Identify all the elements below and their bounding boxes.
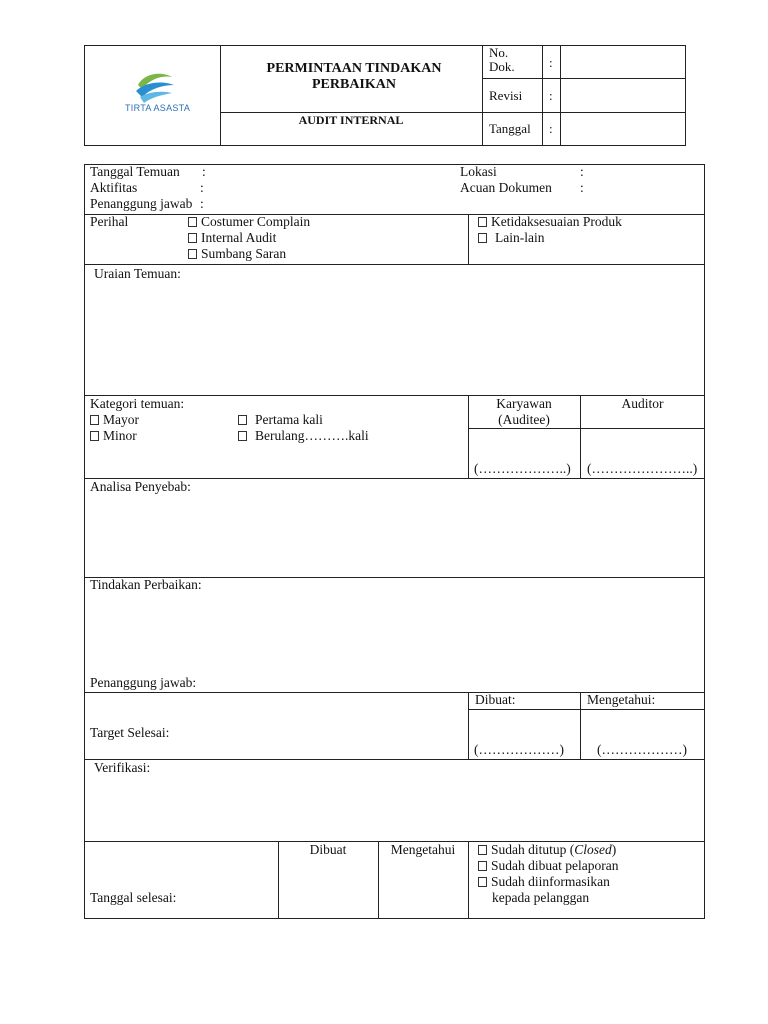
- kategori-temuan-label: Kategori temuan:: [90, 396, 185, 411]
- checkbox-icon[interactable]: [188, 233, 197, 243]
- tanggal-selesai-label: Tanggal selesai:: [90, 890, 177, 905]
- tindakan-penanggung-jawab-label: Penanggung jawab:: [90, 675, 197, 690]
- acuan-dokumen-colon: :: [580, 180, 584, 195]
- perihal-option-costumer-complain[interactable]: Costumer Complain: [188, 214, 310, 230]
- checkbox-icon[interactable]: [478, 845, 487, 855]
- perihal-option-sumbang-saran[interactable]: Sumbang Saran: [188, 246, 286, 262]
- tanggal-colon: :: [549, 121, 553, 136]
- penanggung-jawab-label: Penanggung jawab: [90, 196, 193, 211]
- status-diinformasikan-cont: kepada pelanggan: [492, 890, 590, 905]
- auditee-signature: (………………..): [474, 461, 571, 476]
- no-dok-colon: :: [549, 55, 553, 70]
- perihal-option-lain-lain[interactable]: Lain-lain: [478, 230, 544, 246]
- logo-text: TIRTA ASASTA: [125, 103, 191, 113]
- mengetahui-signature: (………………): [597, 742, 687, 757]
- perihal-option-ketidaksesuaian-produk[interactable]: Ketidaksesuaian Produk: [478, 214, 622, 230]
- status-diinformasikan[interactable]: Sudah diinformasikan: [478, 874, 610, 890]
- kategori-option-berulang[interactable]: Berulang……….kali: [238, 428, 369, 444]
- page-title: PERMINTAAN TINDAKAN PERBAIKAN: [266, 61, 442, 92]
- checkbox-icon[interactable]: [90, 415, 99, 425]
- checkbox-icon[interactable]: [478, 217, 487, 227]
- auditor-signature: (…………………..): [587, 461, 698, 476]
- no-dok-label: No. Dok.: [489, 45, 515, 74]
- kategori-option-pertama[interactable]: Pertama kali: [238, 412, 323, 428]
- uraian-temuan-label: Uraian Temuan:: [94, 266, 181, 281]
- kategori-option-minor[interactable]: Minor: [90, 428, 137, 444]
- analisa-penyebab-label: Analisa Penyebab:: [90, 479, 191, 494]
- aktifitas-colon: :: [200, 180, 204, 195]
- checkbox-icon[interactable]: [478, 877, 487, 887]
- verifikasi-label: Verifikasi:: [94, 760, 151, 775]
- acuan-dokumen-label: Acuan Dokumen: [460, 180, 552, 195]
- checkbox-icon[interactable]: [188, 217, 197, 227]
- auditor-label: Auditor: [621, 396, 664, 411]
- dibuat-label: Dibuat:: [475, 692, 516, 707]
- mengetahui-label: Mengetahui:: [587, 692, 656, 707]
- closing-mengetahui-label: Mengetahui: [390, 842, 456, 857]
- form-table: [84, 164, 705, 919]
- status-closed[interactable]: Sudah ditutup (Closed): [478, 842, 616, 858]
- header-table: [84, 45, 686, 146]
- kategori-option-mayor[interactable]: Mayor: [90, 412, 139, 428]
- lokasi-label: Lokasi: [460, 164, 497, 179]
- tanggal-label: Tanggal: [489, 121, 531, 136]
- checkbox-icon[interactable]: [238, 431, 247, 441]
- page-subtitle: AUDIT INTERNAL: [298, 113, 404, 127]
- lokasi-colon: :: [580, 164, 584, 179]
- auditee-label: (Auditee): [498, 412, 550, 427]
- checkbox-icon[interactable]: [478, 861, 487, 871]
- wave-logo-icon: [112, 67, 192, 105]
- karyawan-label: Karyawan: [496, 396, 552, 411]
- perihal-label: Perihal: [90, 214, 129, 229]
- company-logo: [112, 67, 192, 117]
- tindakan-perbaikan-label: Tindakan Perbaikan:: [90, 577, 202, 592]
- aktifitas-label: Aktifitas: [90, 180, 138, 195]
- checkbox-icon[interactable]: [188, 249, 197, 259]
- tanggal-temuan-colon: :: [202, 164, 206, 179]
- status-pelaporan[interactable]: Sudah dibuat pelaporan: [478, 858, 618, 874]
- revisi-label: Revisi: [489, 88, 523, 103]
- checkbox-icon[interactable]: [478, 233, 487, 243]
- closing-dibuat-label: Dibuat: [309, 842, 347, 857]
- dibuat-signature: (………………): [474, 742, 564, 757]
- revisi-colon: :: [549, 88, 553, 103]
- penanggung-jawab-colon: :: [200, 196, 204, 211]
- checkbox-icon[interactable]: [238, 415, 247, 425]
- tanggal-temuan-label: Tanggal Temuan: [90, 164, 180, 179]
- checkbox-icon[interactable]: [90, 431, 99, 441]
- target-selesai-label: Target Selesai:: [90, 725, 170, 740]
- perihal-option-internal-audit[interactable]: Internal Audit: [188, 230, 276, 246]
